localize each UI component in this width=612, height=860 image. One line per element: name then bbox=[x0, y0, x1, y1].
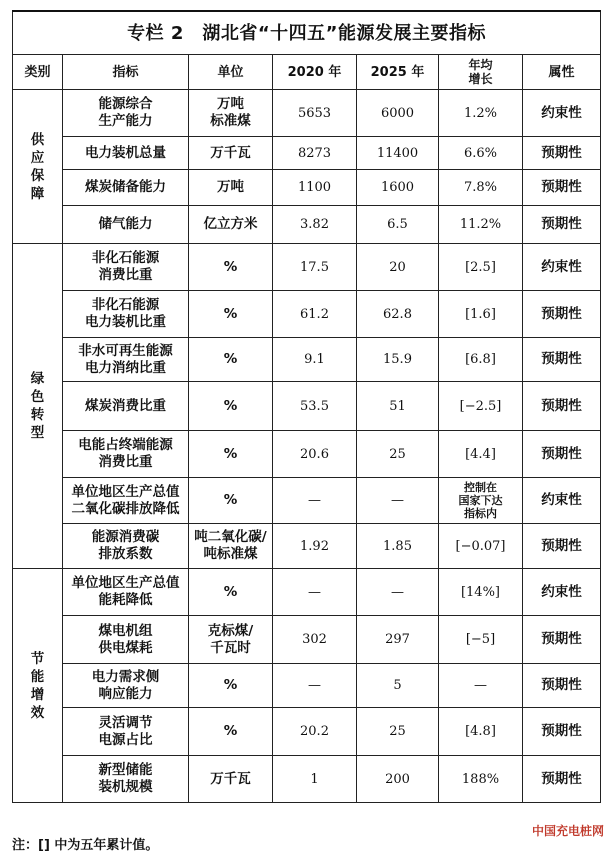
value-2025-cell: — bbox=[357, 478, 439, 524]
growth-cell: 1.2% bbox=[439, 90, 523, 137]
value-2020-cell: 53.5 bbox=[273, 382, 357, 431]
growth-cell: [14%] bbox=[439, 569, 523, 616]
table-row bbox=[13, 382, 601, 431]
unit-cell: 吨二氧化碳/ 吨标准煤 bbox=[189, 524, 273, 569]
unit-cell: % bbox=[189, 478, 273, 524]
indicator-cell: 煤电机组 供电煤耗 bbox=[63, 616, 189, 664]
value-2020-cell: — bbox=[273, 664, 357, 708]
indicator-cell: 电能占终端能源 消费比重 bbox=[63, 431, 189, 478]
value-2025-cell: 297 bbox=[357, 616, 439, 664]
header-unit: 单位 bbox=[189, 55, 273, 90]
indicator-cell: 煤炭消费比重 bbox=[63, 382, 189, 431]
indicator-cell: 煤炭储备能力 bbox=[63, 170, 189, 206]
growth-cell: [2.5] bbox=[439, 244, 523, 291]
indicator-cell: 单位地区生产总值 二氧化碳排放降低 bbox=[63, 478, 189, 524]
indicator-cell: 单位地区生产总值 能耗降低 bbox=[63, 569, 189, 616]
unit-cell: 亿立方米 bbox=[189, 206, 273, 244]
table-row bbox=[13, 90, 601, 137]
header-category: 类别 bbox=[13, 55, 63, 90]
unit-cell: 万吨 标准煤 bbox=[189, 90, 273, 137]
value-2025-cell: 6000 bbox=[357, 90, 439, 137]
table-row bbox=[13, 170, 601, 206]
unit-cell: % bbox=[189, 338, 273, 382]
header-indicator: 指标 bbox=[63, 55, 189, 90]
indicator-table-container bbox=[12, 10, 600, 803]
growth-cell: 11.2% bbox=[439, 206, 523, 244]
value-2025-cell: 11400 bbox=[357, 137, 439, 170]
growth-cell: [4.4] bbox=[439, 431, 523, 478]
growth-cell: [−2.5] bbox=[439, 382, 523, 431]
attribute-cell: 预期性 bbox=[523, 338, 601, 382]
value-2020-cell: 8273 bbox=[273, 137, 357, 170]
indicator-cell: 能源消费碳 排放系数 bbox=[63, 524, 189, 569]
unit-cell: 万千瓦 bbox=[189, 137, 273, 170]
table-row bbox=[13, 616, 601, 664]
attribute-cell: 约束性 bbox=[523, 569, 601, 616]
attribute-cell: 预期性 bbox=[523, 431, 601, 478]
table-row bbox=[13, 756, 601, 803]
watermark-text: 中国充电桩网 bbox=[531, 824, 604, 838]
value-2020-cell: 302 bbox=[273, 616, 357, 664]
attribute-cell: 预期性 bbox=[523, 137, 601, 170]
unit-cell: % bbox=[189, 291, 273, 338]
value-2020-cell: — bbox=[273, 478, 357, 524]
value-2020-cell: 20.2 bbox=[273, 708, 357, 756]
attribute-cell: 预期性 bbox=[523, 756, 601, 803]
value-2025-cell: 25 bbox=[357, 708, 439, 756]
value-2025-cell: 20 bbox=[357, 244, 439, 291]
unit-cell: % bbox=[189, 244, 273, 291]
category-cell: 节 能 增 效 bbox=[13, 569, 63, 803]
indicator-cell: 能源综合 生产能力 bbox=[63, 90, 189, 137]
footnote: 注：[] 中为五年累计值。 bbox=[12, 838, 159, 853]
header-attribute: 属性 bbox=[523, 55, 601, 90]
unit-cell: % bbox=[189, 569, 273, 616]
indicator-cell: 电力需求侧 响应能力 bbox=[63, 664, 189, 708]
value-2020-cell: 61.2 bbox=[273, 291, 357, 338]
indicator-cell: 非化石能源 消费比重 bbox=[63, 244, 189, 291]
table-row bbox=[13, 338, 601, 382]
table-row bbox=[13, 708, 601, 756]
unit-cell: % bbox=[189, 382, 273, 431]
value-2025-cell: — bbox=[357, 569, 439, 616]
indicator-table bbox=[12, 10, 601, 803]
unit-cell: % bbox=[189, 708, 273, 756]
table-row bbox=[13, 524, 601, 569]
header-2020: 2020 年 bbox=[273, 55, 357, 90]
growth-cell: [−0.07] bbox=[439, 524, 523, 569]
table-row bbox=[13, 664, 601, 708]
value-2025-cell: 1600 bbox=[357, 170, 439, 206]
attribute-cell: 约束性 bbox=[523, 90, 601, 137]
header-row bbox=[13, 55, 601, 90]
attribute-cell: 约束性 bbox=[523, 244, 601, 291]
attribute-cell: 约束性 bbox=[523, 478, 601, 524]
growth-cell: [1.6] bbox=[439, 291, 523, 338]
table-row bbox=[13, 206, 601, 244]
value-2020-cell: 1 bbox=[273, 756, 357, 803]
value-2025-cell: 5 bbox=[357, 664, 439, 708]
indicator-cell: 储气能力 bbox=[63, 206, 189, 244]
table-title: 专栏 2 湖北省“十四五”能源发展主要指标 bbox=[13, 11, 601, 55]
attribute-cell: 预期性 bbox=[523, 382, 601, 431]
attribute-cell: 预期性 bbox=[523, 291, 601, 338]
value-2020-cell: 17.5 bbox=[273, 244, 357, 291]
indicator-cell: 非化石能源 电力装机比重 bbox=[63, 291, 189, 338]
indicator-cell: 电力装机总量 bbox=[63, 137, 189, 170]
table-row bbox=[13, 569, 601, 616]
table-row bbox=[13, 478, 601, 524]
growth-cell: 7.8% bbox=[439, 170, 523, 206]
growth-cell: [−5] bbox=[439, 616, 523, 664]
value-2025-cell: 6.5 bbox=[357, 206, 439, 244]
value-2020-cell: — bbox=[273, 569, 357, 616]
category-cell: 绿 色 转 型 bbox=[13, 244, 63, 569]
growth-cell: 6.6% bbox=[439, 137, 523, 170]
value-2020-cell: 9.1 bbox=[273, 338, 357, 382]
header-growth: 年均 增长 bbox=[439, 55, 523, 90]
table-row bbox=[13, 431, 601, 478]
table-row bbox=[13, 291, 601, 338]
value-2025-cell: 200 bbox=[357, 756, 439, 803]
value-2025-cell: 62.8 bbox=[357, 291, 439, 338]
attribute-cell: 预期性 bbox=[523, 664, 601, 708]
table-row bbox=[13, 137, 601, 170]
growth-cell: — bbox=[439, 664, 523, 708]
value-2025-cell: 51 bbox=[357, 382, 439, 431]
indicator-cell: 非水可再生能源 电力消纳比重 bbox=[63, 338, 189, 382]
value-2025-cell: 1.85 bbox=[357, 524, 439, 569]
indicator-cell: 灵活调节 电源占比 bbox=[63, 708, 189, 756]
header-2025: 2025 年 bbox=[357, 55, 439, 90]
attribute-cell: 预期性 bbox=[523, 170, 601, 206]
growth-cell: [6.8] bbox=[439, 338, 523, 382]
value-2025-cell: 25 bbox=[357, 431, 439, 478]
unit-cell: 万千瓦 bbox=[189, 756, 273, 803]
attribute-cell: 预期性 bbox=[523, 616, 601, 664]
unit-cell: % bbox=[189, 431, 273, 478]
value-2025-cell: 15.9 bbox=[357, 338, 439, 382]
value-2020-cell: 1100 bbox=[273, 170, 357, 206]
value-2020-cell: 3.82 bbox=[273, 206, 357, 244]
unit-cell: 克标煤/ 千瓦时 bbox=[189, 616, 273, 664]
value-2020-cell: 1.92 bbox=[273, 524, 357, 569]
indicator-cell: 新型储能 装机规模 bbox=[63, 756, 189, 803]
value-2020-cell: 5653 bbox=[273, 90, 357, 137]
title-row bbox=[13, 11, 601, 55]
attribute-cell: 预期性 bbox=[523, 206, 601, 244]
value-2020-cell: 20.6 bbox=[273, 431, 357, 478]
unit-cell: % bbox=[189, 664, 273, 708]
table-row bbox=[13, 244, 601, 291]
growth-cell: [4.8] bbox=[439, 708, 523, 756]
attribute-cell: 预期性 bbox=[523, 708, 601, 756]
growth-cell: 188% bbox=[439, 756, 523, 803]
attribute-cell: 预期性 bbox=[523, 524, 601, 569]
growth-cell: 控制在 国家下达 指标内 bbox=[439, 478, 523, 524]
unit-cell: 万吨 bbox=[189, 170, 273, 206]
category-cell: 供 应 保 障 bbox=[13, 90, 63, 244]
